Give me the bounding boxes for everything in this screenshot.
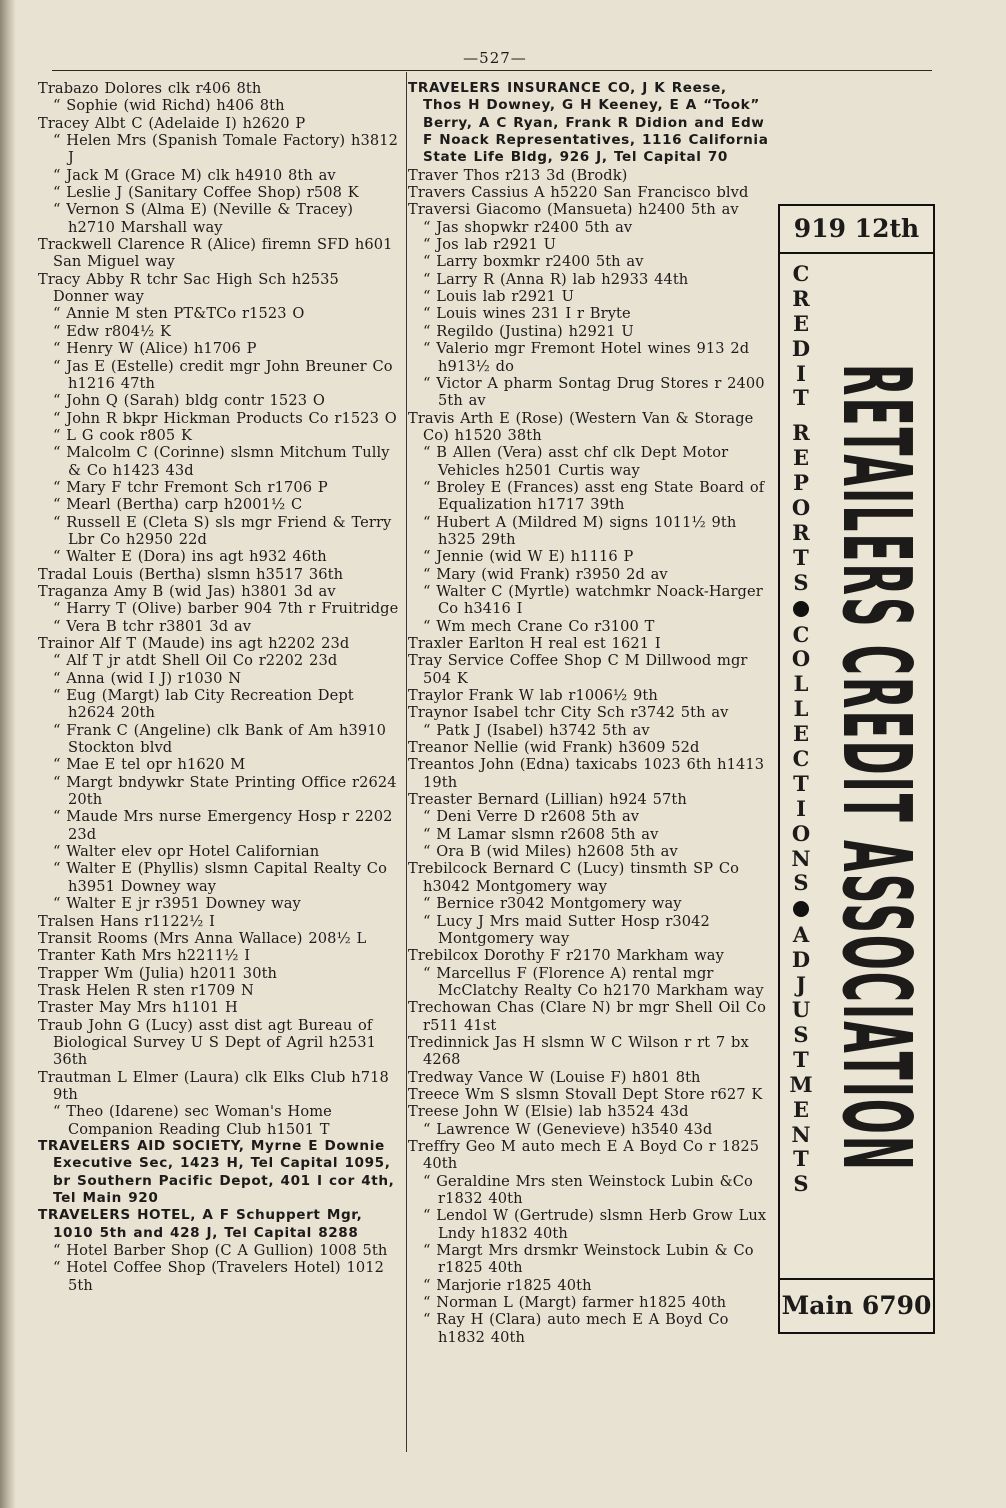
ad-service-letter: R: [792, 285, 810, 311]
ad-service-letter: E: [792, 1096, 809, 1122]
directory-entry: “ Hotel Barber Shop (C A Gullion) 1008 5th: [53, 1242, 388, 1260]
directory-entry: “ Bernice r3042 Montgomery way: [423, 895, 682, 913]
directory-entry: “ Malcolm C (Corinne) slsmn Mitchum Tully & Co h1423 43d: [53, 444, 390, 479]
ad-service-letter: C: [792, 261, 810, 286]
directory-entry: “ Hubert A (Mildred M) signs 1011½ 9th h325 29th: [423, 513, 737, 548]
ad-address: 919 12th: [780, 206, 933, 254]
directory-entry: “ Walter elev opr Hotel Californian: [53, 843, 320, 861]
directory-entry: “ Lucy J Mrs maid Sutter Hosp r3042 Montgomery way: [423, 912, 710, 947]
business-listing: TRAVELERS INSURANCE CO, J K Reese, Thos H Downey, G H Keeney, E A “Took” Berry, A C Ryan, Frank R Didion and Edw F Noack Representatives, 1116 California State Life Bldg, 926 J, Tel Capital 70: [408, 80, 769, 166]
directory-entry: Travers Cassius A h5220 San Francisco blvd: [408, 184, 749, 202]
directory-entry: Trabazo Dolores clk r406 8th: [38, 80, 262, 97]
directory-entry: “ Mae E tel opr h1620 M: [53, 756, 246, 774]
ad-bullet-dot: [793, 601, 809, 617]
directory-entry: “ Ora B (wid Miles) h2608 5th av: [423, 843, 678, 861]
directory-entry: Treffry Geo M auto mech E A Boyd Co r 1825 40th: [408, 1137, 760, 1173]
directory-entry: “ Frank C (Angeline) clk Bank of Am h3910 Stockton blvd: [53, 721, 387, 757]
ad-service-letter: T: [793, 385, 809, 411]
directory-entry: “ Russell E (Cleta S) sls mgr Friend & Terry Lbr Co h2950 22d: [53, 513, 392, 548]
directory-entry: “ Norman L (Margt) farmer h1825 40th: [423, 1294, 727, 1312]
ad-service-letter: I: [796, 360, 806, 386]
directory-entry: “ Anna (wid I J) r1030 N: [53, 669, 242, 687]
directory-entry: “ Jack M (Grace M) clk h4910 8th av: [53, 166, 336, 184]
ad-service-letter: U: [791, 997, 811, 1023]
ad-service-letter: D: [791, 947, 811, 973]
directory-entry: “ Annie M sten PT&TCo r1523 O: [53, 305, 305, 323]
directory-entry: Tranter Kath Mrs h2211½ I: [38, 947, 251, 965]
ad-service-letter: I: [796, 795, 806, 821]
directory-entry: Trackwell Clarence R (Alice) firemn SFD h601 San Miguel way: [38, 236, 393, 271]
directory-entry: “ Sophie (wid Richd) h406 8th: [53, 97, 285, 115]
directory-entry: “ Walter E (Dora) ins agt h932 46th: [53, 548, 327, 566]
directory-entry: “ Wm mech Crane Co r3100 T: [423, 617, 655, 635]
directory-entry: Trebilcox Dorothy F r2170 Markham way: [408, 947, 724, 965]
directory-entry: “ Regildo (Justina) h2921 U: [423, 322, 634, 340]
directory-entry: “ Mary F tchr Fremont Sch r1706 P: [53, 478, 328, 496]
ad-service-letter: E: [792, 721, 809, 747]
directory-entry: “ Marjorie r1825 40th: [423, 1276, 592, 1294]
directory-entry: Treece Wm S slsmn Stovall Dept Store r627 K: [408, 1085, 763, 1103]
directory-entry: “ Mary (wid Frank) r3950 2d av: [423, 565, 668, 583]
directory-entry: “ Walter E jr r3951 Downey way: [53, 895, 301, 913]
directory-entry: “ Vera B tchr r3801 3d av: [53, 617, 252, 635]
directory-entry: “ Lendol W (Gertrude) slsmn Herb Grow Lux Lndy h1832 40th: [423, 1207, 767, 1242]
ad-service-letter: E: [792, 310, 809, 336]
directory-entry: Treese John W (Elsie) lab h3524 43d: [408, 1103, 689, 1121]
directory-entry: “ Mearl (Bertha) carp h2001½ C: [53, 496, 303, 514]
ad-services-list: [784, 262, 818, 1272]
ad-service-letter: A: [792, 922, 810, 948]
directory-entry: “ Ray H (Clara) auto mech E A Boyd Co h1832 40th: [423, 1311, 729, 1346]
directory-entry: “ Larry R (Anna R) lab h2933 44th: [423, 270, 689, 288]
ad-title-vertical: [822, 258, 930, 1278]
ad-phone: Main 6790: [780, 1278, 933, 1332]
directory-entry: Treantos John (Edna) taxicabs 1023 6th h1413 19th: [408, 756, 765, 791]
directory-entry: “ Alf T jr atdt Shell Oil Co r2202 23d: [53, 652, 338, 670]
directory-entry: Tralsen Hans r1122½ I: [38, 912, 215, 930]
directory-entry: “ Theo (Idarene) sec Woman's Home Companion Reading Club h1501 T: [53, 1103, 332, 1138]
directory-entry: “ Louis wines 231 I r Bryte: [423, 305, 631, 323]
directory-entry: “ Larry boxmkr r2400 5th av: [423, 253, 644, 271]
directory-entry: “ L G cook r805 K: [53, 426, 193, 444]
directory-entry: “ Patk J (Isabel) h3742 5th av: [423, 721, 650, 739]
directory-entry: Tradal Louis (Bertha) slsmn h3517 36th: [38, 565, 344, 583]
ad-service-letter: L: [793, 696, 809, 722]
directory-entry: Tray Service Coffee Shop C M Dillwood mgr 504 K: [408, 652, 748, 687]
directory-entry: “ Vernon S (Alma E) (Neville & Tracey) h2710 Marshall way: [53, 201, 354, 236]
ad-service-letter: S: [793, 870, 809, 896]
directory-entry: “ Eug (Margt) lab City Recreation Dept h2624 20th: [53, 687, 354, 722]
ad-service-letter: O: [791, 495, 811, 521]
header-rule: [52, 70, 932, 71]
ad-service-letter: J: [796, 972, 806, 998]
directory-entry: “ Maude Mrs nurse Emergency Hosp r 2202 23d: [53, 808, 393, 843]
directory-entry: “ Louis lab r2921 U: [423, 288, 575, 306]
directory-entry: Travis Arth E (Rose) (Western Van & Storage Co) h1520 38th: [408, 409, 754, 444]
directory-entry: Transit Rooms (Mrs Anna Wallace) 208½ L: [38, 929, 367, 947]
ad-service-letter: N: [791, 1121, 811, 1147]
ad-service-letter: N: [791, 845, 811, 871]
directory-entry: “ Jennie (wid W E) h1116 P: [423, 548, 634, 566]
directory-entry: Traxler Earlton H real est 1621 I: [408, 635, 661, 652]
directory-entry: “ Marcellus F (Florence A) rental mgr McClatchy Realty Co h2170 Markham way: [423, 964, 764, 999]
directory-entry: Tredway Vance W (Louise F) h801 8th: [408, 1068, 701, 1086]
directory-entry: Traganza Amy B (wid Jas) h3801 3d av: [38, 582, 336, 600]
ad-service-letter: T: [793, 544, 809, 570]
directory-entry: “ Broley E (Frances) asst eng State Board of Equalization h1717 39th: [423, 478, 765, 514]
left-directory-column: [38, 80, 400, 1294]
directory-entry: “ Margt bndywkr State Printing Office r2624 20th: [53, 773, 397, 809]
directory-entry: “ B Allen (Vera) asst chf clk Dept Motor Vehicles h2501 Curtis way: [423, 444, 729, 479]
ad-service-letter: R: [792, 519, 810, 545]
directory-entry: Traversi Giacomo (Mansueta) h2400 5th av: [408, 201, 739, 219]
ad-company-name: RETAILERS CREDIT ASSOCIATION: [820, 363, 932, 1173]
ad-service-letter: O: [791, 646, 811, 672]
ad-service-letter: E: [792, 445, 809, 471]
directory-entry: Traub John G (Lucy) asst dist agt Bureau of Biological Survey U S Dept of Agril h2531 36th: [38, 1016, 377, 1069]
directory-entry: Trainor Alf T (Maude) ins agt h2202 23d: [38, 635, 350, 652]
ad-service-letter: D: [791, 335, 811, 361]
directory-entry: Trautman L Elmer (Laura) clk Elks Club h718 9th: [38, 1068, 389, 1103]
ad-service-letter: S: [793, 1021, 809, 1047]
directory-entry: “ Jos lab r2921 U: [423, 236, 556, 254]
ad-service-letter: C: [792, 621, 810, 647]
directory-entry: Treaster Bernard (Lillian) h924 57th: [408, 791, 687, 809]
directory-entry: “ Edw r804½ K: [53, 322, 172, 340]
ad-service-letter: P: [793, 470, 809, 496]
book-gutter: [0, 0, 16, 1508]
retailers-credit-advertisement: [778, 204, 935, 1334]
directory-entry: “ Valerio mgr Fremont Hotel wines 913 2d h913½ do: [423, 340, 750, 375]
directory-entry: Trask Helen R sten r1709 N: [38, 981, 254, 999]
directory-entry: “ Margt Mrs drsmkr Weinstock Lubin & Co r1825 40th: [423, 1242, 754, 1277]
business-listing: TRAVELERS AID SOCIETY, Myrne E Downie Executive Sec, 1423 H, Tel Capital 1095, br Southern Pacific Depot, 401 I cor 4th, Tel Main 920: [38, 1137, 395, 1206]
directory-entry: “ John Q (Sarah) bldg contr 1523 O: [53, 392, 325, 410]
directory-entry: Traver Thos r213 3d (Brodk): [408, 166, 628, 184]
ad-service-letter: L: [793, 671, 809, 697]
directory-entry: Trechowan Chas (Clare N) br mgr Shell Oil Co r511 41st: [408, 999, 766, 1034]
page-number: —527—: [463, 49, 527, 67]
directory-entry: “ Helen Mrs (Spanish Tomale Factory) h3812 J: [53, 132, 398, 167]
ad-bullet-dot: [793, 901, 809, 917]
directory-entry: “ Lawrence W (Genevieve) h3540 43d: [423, 1120, 713, 1138]
directory-entry: “ Jas shopwkr r2400 5th av: [423, 218, 633, 236]
directory-entry: “ Walter C (Myrtle) watchmkr Noack-Harger Co h3416 I: [423, 582, 763, 618]
ad-service-letter: M: [789, 1071, 813, 1097]
directory-entry: “ M Lamar slsmn r2608 5th av: [423, 825, 659, 843]
ad-service-letter: R: [792, 420, 810, 446]
directory-entry: “ Leslie J (Sanitary Coffee Shop) r508 K: [53, 184, 359, 202]
directory-entry: Tracey Albt C (Adelaide I) h2620 P: [38, 114, 306, 132]
directory-entry: “ Harry T (Olive) barber 904 7th r Fruitridge: [53, 600, 399, 618]
ad-service-letter: T: [793, 770, 809, 796]
middle-directory-column: [408, 80, 770, 1346]
directory-entry: Tracy Abby R tchr Sac High Sch h2535 Donner way: [38, 270, 339, 306]
directory-entry: Tredinnick Jas H slsmn W C Wilson r rt 7 bx 4268: [408, 1033, 749, 1069]
directory-entry: “ Deni Verre D r2608 5th av: [423, 808, 640, 826]
directory-entry: Trebilcock Bernard C (Lucy) tinsmth SP Co h3042 Montgomery way: [408, 860, 740, 895]
directory-entry: “ Victor A pharm Sontag Drug Stores r 2400 5th av: [423, 374, 765, 410]
directory-entry: “ Walter E (Phyllis) slsmn Capital Realty Co h3951 Downey way: [53, 860, 387, 895]
column-divider: [406, 72, 407, 1452]
ad-service-letter: T: [793, 1046, 809, 1072]
directory-entry: “ Henry W (Alice) h1706 P: [53, 340, 257, 358]
ad-service-letter: S: [793, 1171, 809, 1197]
directory-entry: Treanor Nellie (wid Frank) h3609 52d: [408, 739, 700, 757]
directory-entry: Traylor Frank W lab r1006½ 9th: [408, 687, 658, 705]
ad-service-letter: S: [793, 569, 809, 595]
ad-service-letter: C: [792, 746, 810, 772]
directory-entry: Trapper Wm (Julia) h2011 30th: [38, 964, 278, 982]
directory-entry: “ Jas E (Estelle) credit mgr John Breuner Co h1216 47th: [53, 357, 393, 392]
directory-entry: “ Geraldine Mrs sten Weinstock Lubin &Co r1832 40th: [423, 1172, 753, 1207]
business-listing: TRAVELERS HOTEL, A F Schuppert Mgr, 1010 5th and 428 J, Tel Capital 8288: [38, 1207, 363, 1241]
ad-service-letter: T: [793, 1146, 809, 1172]
directory-entry: Traster May Mrs h1101 H: [38, 999, 238, 1017]
directory-entry: “ John R bkpr Hickman Products Co r1523 O: [53, 409, 397, 427]
directory-entry: “ Hotel Coffee Shop (Travelers Hotel) 1012 5th: [53, 1259, 384, 1294]
directory-entry: Traynor Isabel tchr City Sch r3742 5th av: [408, 704, 729, 722]
ad-service-letter: O: [791, 820, 811, 846]
